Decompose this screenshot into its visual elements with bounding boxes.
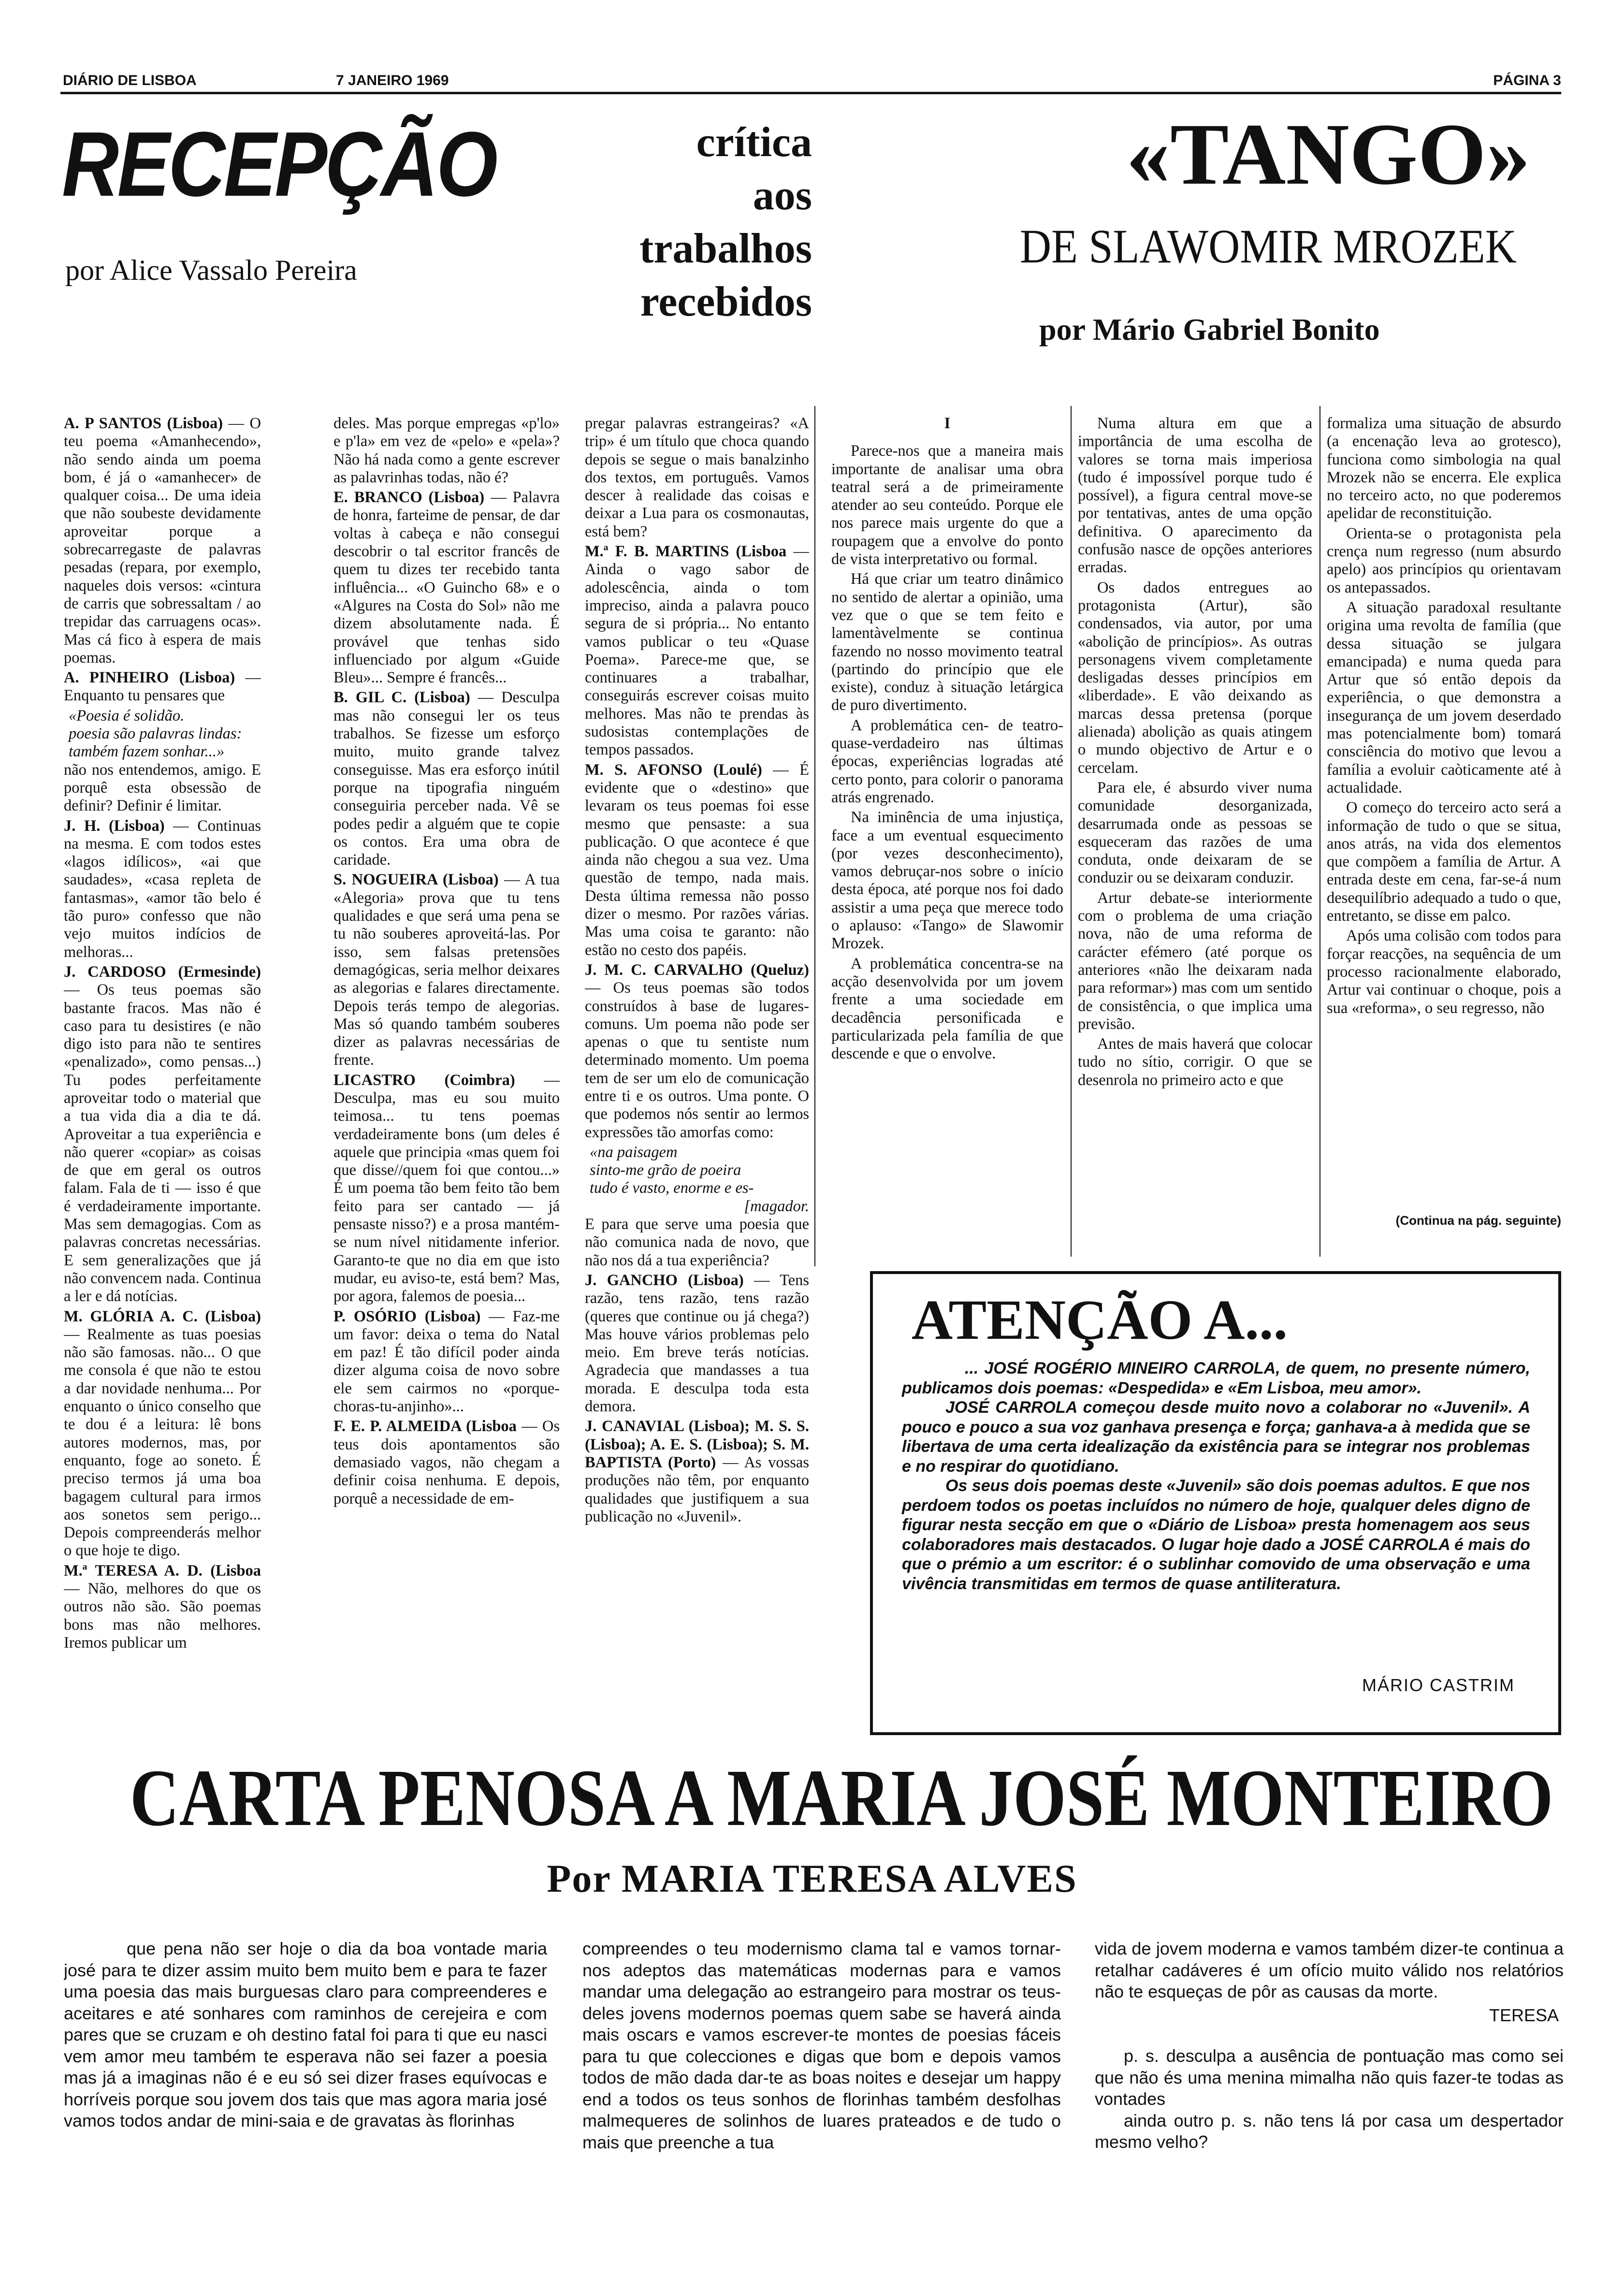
carta-postscript: ainda outro p. s. não tens lá por casa um despertador mesmo velho? bbox=[1095, 2110, 1564, 2152]
critica-line: crítica bbox=[696, 119, 812, 166]
letter-text: — Desculpa mas não consegui ler os teus trabalhos. Se fizesse um esforço muito, muito grande talvez conseguisse. Mas era esforço inútil porque na tipografia ninguém conseguiria perceber nada. Vê se podes pedir a alguém que te copie os contos. Era uma obra de caridade. bbox=[334, 689, 560, 869]
letter-entry bbox=[334, 489, 560, 687]
atencao-box bbox=[870, 1271, 1561, 1735]
letter-entry bbox=[585, 961, 809, 1142]
letter-entry bbox=[585, 1418, 809, 1526]
article-paragraph: A situação paradoxal resultante origina uma revolta de família (que dessa situação se julgara emancipada) e numa queda para Artur que só então depois da experiência, o que demonstra a insegurança de um jovem deserdado mas potencialmente bom) tomará consciência do motivo que levou a família a evoluir caòticamente até à actualidade. bbox=[1327, 598, 1561, 797]
letter-entry bbox=[64, 817, 261, 961]
letter-recipient: B. GIL C. (Lisboa) bbox=[334, 689, 470, 707]
letter-recipient: P. OSÓRIO (Lisboa) bbox=[334, 1307, 481, 1325]
article-paragraph: A problemática cen- de teatro-quase-verdadeiro nas últimas épocas, experiências logradas até certo ponto, para colorir o panorama atrás engrenado. bbox=[831, 716, 1063, 806]
letter-entry bbox=[334, 871, 560, 1069]
letter-entry bbox=[64, 415, 261, 667]
letter-entry bbox=[64, 963, 261, 1306]
carta-paragraph: vida de jovem moderna e vamos também dizer-te continua a retalhar cadáveres é um ofício muito válido nos relatórios não te esqueças de pôr as causas da morte. bbox=[1095, 1939, 1564, 2001]
section-number: I bbox=[944, 415, 951, 432]
atencao-signature: MÁRIO CASTRIM bbox=[1362, 1675, 1515, 1695]
letter-recipient: J. H. (Lisboa) bbox=[64, 817, 165, 835]
letter-recipient: J. CARDOSO (Ermesinde) bbox=[64, 963, 261, 981]
poem-line: sinto-me grão de poeira bbox=[590, 1161, 741, 1179]
quoted-poem bbox=[590, 1144, 809, 1216]
poem-line: «Poesia é solidão. bbox=[69, 707, 185, 724]
letter-entry bbox=[334, 689, 560, 869]
letter-text: — O teu poema «Amanhecendo», não sendo ainda um poema bom, é já o «amanhecer» de qualquer coisa... De uma ideia que não soubeste devidamente aproveitar porque a sobrecarregaste de palavras pesadas (repara, por exemplo, naqueles dois versos: «cintura de carris que sobressaltam / ao trepidar das carruagens ocas». Mas cá fico à espera de mais poemas. bbox=[64, 415, 261, 666]
column-rule bbox=[1071, 406, 1072, 1257]
article-paragraph: O começo do terceiro acto será a informação de tudo o que se situa, anos atrás, na vida dos elementos que compõem a família de Artur. A entrada deste em cena, far-se-á num desequilíbrio adequado a tudo o que, entretanto, se disse em palco. bbox=[1327, 799, 1561, 925]
letter-text: — Tens razão, tens razão, tens razão (queres que continue ou já chega?) Mas houve vários problemas pelo meio. Em breve terás notícias. Agradecia que mandasses a tua morada. E desculpa toda esta demora. bbox=[585, 1271, 809, 1416]
issue-date: 7 JANEIRO 1969 bbox=[336, 72, 449, 88]
letter-text: — Os teus dois apontamentos são demasiado vagos, não chegam a definir coisa nenhuma. E depois, porquê a necessidade de em- bbox=[334, 1418, 560, 1507]
carta-column-1: que pena não ser hoje o dia da boa vontade maria josé para te dizer assim muito bem muito bem e para te fazer uma poesia das mais burguesas claro para compreenderes e aceitares e até sonhares com raminhos de cerejeira e com pares que se cruzam e oh destino fatal foi para ti que eu nasci vem amor meu também te esperava não sei fazer a poesia mas já a imaginas não é e eu só sei dizer frases equívocas e horríveis porque sou jovem dos tais que mas agora maria josé vamos todos andar de mini-saia e de gravatas às florinhas bbox=[64, 1939, 547, 2130]
letter-text: — Não, melhores do que os outros não são. São poemas bons mas não melhores. Iremos publicar um bbox=[64, 1580, 261, 1652]
article-paragraph: Para ele, é absurdo viver numa comunidade desorganizada, desarrumada onde as pessoas se esqueceram das razões de uma conduta, onde deixaram de se conduzir ou se deixaram conduzir. bbox=[1078, 779, 1312, 887]
tango-title: «TANGO» bbox=[1126, 106, 1530, 203]
tango-subtitle: DE SLAWOMIR MROZEK bbox=[1020, 219, 1517, 273]
letter-text: — Os teus poemas são todos construídos à base de lugares-comuns. Um poema não pode ser apenas o que tu sentiste num determinado momento. Um poema tem de ser um elo de comunicação entre ti e os outros. Uma ponte. O que podemos nós sentir ao lermos expressões tão amorfas como: bbox=[585, 979, 809, 1141]
article-paragraph: formaliza uma situação de absurdo (a encenação leva ao grotesco), funciona como simbologia na qual Mrozek não se encerra. Ele explica no terceiro acto, no que poderemos apelidar de reconstituição. bbox=[1327, 415, 1561, 522]
letter-recipient: J. M. C. CARVALHO (Queluz) bbox=[585, 961, 809, 979]
letter-recipient: E. BRANCO (Lisboa) bbox=[334, 489, 485, 507]
letter-entry bbox=[64, 1308, 261, 1560]
letter-text: — Realmente as tuas poesias não são famosas. não... O que me consola é que não te estou a dar novidade nenhuma... Por enquanto o único conselho que te dou é a leitura: lê bons autores modernos, mas, por enquanto, foge ao soneto. É preciso termos já uma boa bagagem cultural para irmos aos sonetos sem perigo... Depois compreenderás melhor o que hoje te digo. bbox=[64, 1325, 261, 1560]
letter-entry bbox=[585, 1272, 809, 1416]
letter-text: deles. Mas porque empregas «p'lo» e p'la» em vez de «pelo» e «pela»? Não há nada como a gente escrever as palavrinhas todas, não é? bbox=[334, 415, 560, 486]
letter-recipient: F. E. P. ALMEIDA (Lisboa bbox=[334, 1418, 517, 1435]
letter-recipient: A. PINHEIRO (Lisboa) bbox=[64, 669, 235, 687]
letter-recipient: J. CANAVIAL (Lisboa); M. S. S. (Lisboa); A. E. S. (Lisboa); S. M. BAPTISTA (Porto) bbox=[585, 1418, 809, 1471]
letter-text: não nos entendemos, amigo. E porquê esta obsessão de definir? Definir é limitar. bbox=[64, 761, 261, 815]
recepcao-title: RECEPÇÃO bbox=[62, 113, 496, 216]
tango-column-2 bbox=[1078, 415, 1312, 1265]
article-paragraph: Orienta-se o protagonista pela crença num regresso (num absurdo apelo) aos princípios qu orientavam os antepassados. bbox=[1327, 524, 1561, 596]
letters-column-3 bbox=[585, 415, 809, 1734]
letter-text: — Enquanto tu pensares que bbox=[64, 669, 261, 705]
poem-line: poesia são palavras lindas: bbox=[69, 725, 242, 743]
poem-line: também fazem sonhar...» bbox=[69, 743, 225, 761]
carta-column-2: compreendes o teu modernismo clama tal e vamos tornar-nos adeptos das matemáticas modernas para e vamos mandar uma delegação ao estrangeiro para mostrar os teus-deles jovens modernos poemas quem sabe se haverá ainda mais oscars e vamos escrever-te montes de poesias fáceis para tu que colecciones e digas que bom e depois vamos todos de mão dada dar-te as boas noites e desejar um happy end a todos os teus sonhos de florinhas também desfolhas malmequeres de solinhos de luares prateados e de tudo o mais que preenche a tua bbox=[582, 1939, 1061, 2152]
atencao-paragraph: ... JOSÉ ROGÉRIO MINEIRO CARROLA, de quem, no presente número, publicamos dois poemas: «Despedida» e «Em Lisboa, meu amor». bbox=[902, 1359, 1530, 1397]
tango-byline: por Mário Gabriel Bonito bbox=[1039, 312, 1380, 347]
tango-column-1 bbox=[831, 415, 1063, 1265]
letter-text: — Palavra de honra, farteime de pensar, de dar voltas à cabeça e não consegui descobrir o tal escritor francês de quem tu dizes ter recebido tanta influência... «O Guincho 68» e o «Algures na Costa do Sol» não me dizem absolutamente nada. É provável que tenhas sido influenciado por algum «Guide Bleu»... Sempre é francês... bbox=[334, 489, 560, 687]
letter-recipient: LICASTRO (Coimbra) bbox=[334, 1071, 515, 1089]
article-paragraph: Há que criar um teatro dinâmico no sentido de alertar a opinião, uma vez que o que se tem feito e lamentàvelmente se continua fazendo no nosso movimento teatral (partindo do princípio que ele existe), conduz à situação letárgica de puro divertimento. bbox=[831, 570, 1063, 714]
letter-recipient: S. NOGUEIRA (Lisboa) bbox=[334, 871, 499, 889]
recepcao-byline: por Alice Vassalo Pereira bbox=[65, 254, 357, 286]
letter-text: — Desculpa, mas eu sou muito teimosa... tu tens poemas verdadeiramente bons (um deles é aquele que principia «mas quem foi que disse//quem foi que contou...» É um poema tão bem feito tão bem feito para ser cantado — já pensaste nisso?) e a prosa mantém-se num nível nitidamente inferior. Garanto-te que no dia em que isto mudar, eu aviso-te, está bem? Mas, por agora, falemos de poesia... bbox=[334, 1071, 560, 1305]
poem-line: [magador. bbox=[744, 1197, 809, 1215]
letter-recipient: M.ª TERESA A. D. (Lisboa bbox=[64, 1562, 261, 1579]
continued-note: (Continua na pág. seguinte) bbox=[1395, 1213, 1561, 1228]
carta-title: CARTA PENOSA A MARIA JOSÉ MONTEIRO bbox=[130, 1753, 1553, 1843]
letter-recipient: M.ª F. B. MARTINS (Lisboa bbox=[585, 543, 787, 561]
letter-text: — A tua «Alegoria» prova que tu tens qualidades e que será uma pena se tu não souberes aproveitá-las. Por isso, sem falsas pretensões demagógicas, seria melhor deixares as alegorias e falares directamente. Depois terás tempo de alegorias. Mas só quando também souberes dizer as palavras necessárias de frente. bbox=[334, 871, 560, 1069]
article-paragraph: Artur debate-se interiormente com o problema de uma criação nova, não de uma reforma de carácter efémero (até porque os anteriores «não lhe deixaram nada para reformar») mas com um sentido de consistência, o que implica uma previsão. bbox=[1078, 889, 1312, 1033]
letter-text: E para que serve uma poesia que não comunica nada de novo, que não nos dá a tua experiência? bbox=[585, 1216, 809, 1269]
article-paragraph: Na iminência de uma injustiça, face a um eventual esquecimento (por vezes desconhecimento), vamos debruçar-nos sobre o início desta época, até porque nos foi dado assistir a uma peça que merece todo o aplauso: «Tango» de Slawomir Mrozek. bbox=[831, 809, 1063, 953]
letter-entry bbox=[585, 761, 809, 959]
letter-recipient: J. GANCHO (Lisboa) bbox=[585, 1271, 744, 1289]
letter-text: — Ainda o vago sabor de adolescência, ainda o tom impreciso, ainda a palavra pouco segura de si própria... No entanto vamos publicar o teu «Quase Poema». Parece-me que, se continuares a trabalhar, conseguirás escrever coisas muito melhores. Mas não te prendas às sudosistas contemplações de tempos passados. bbox=[585, 543, 809, 759]
newspaper-name: DIÁRIO DE LISBOA bbox=[63, 72, 197, 88]
carta-postscript: p. s. desculpa a ausência de pontuação mas como sei que não és uma menina mimalha não quis fazer-te todas as vontades bbox=[1095, 2046, 1564, 2109]
letter-text: — Continuas na mesma. E com todos estes «lagos idílicos», «ai que saudades», «casa repleta de fantasmas», «amor tão belo é tão puro» confesso que não vejo muitos indícios de melhoras... bbox=[64, 817, 261, 961]
article-paragraph: Antes de mais haverá que colocar tudo no sítio, corrigir. O que se desenrola no primeiro acto e que bbox=[1078, 1035, 1312, 1089]
quoted-poem bbox=[69, 707, 261, 761]
article-paragraph: Parece-nos que a maneira mais importante de analisar uma obra teatral será a de primeiramente atender ao seu conteúdo. Porque ele nos parece mais urgente do que a roupagem que a envolve do ponto de vista interpretativo ou formal. bbox=[831, 442, 1063, 568]
letter-entry bbox=[334, 1072, 560, 1306]
article-paragraph: A problemática concentra-se na acção desenvolvida por um jovem frente a uma sociedade em decadência personificada e particularizada pela família de que descende e que o envolve. bbox=[831, 955, 1063, 1063]
article-paragraph: Após uma colisão com todos para forçar reacções, na sequência de um processo racionalmente elaborado, Artur vai continuar o choque, pois a sua «reforma», o seu regresso, não bbox=[1327, 927, 1561, 1017]
letter-entry bbox=[334, 1308, 560, 1416]
poem-line: tudo é vasto, enorme e es- bbox=[590, 1179, 754, 1197]
letter-recipient: M. S. AFONSO (Loulé) bbox=[585, 761, 762, 779]
page-number: PÁGINA 3 bbox=[1493, 72, 1561, 88]
letter-entry bbox=[64, 669, 261, 705]
critica-line: trabalhos bbox=[639, 225, 812, 272]
header-rule bbox=[60, 92, 1561, 94]
poem-line: «na paisagem bbox=[590, 1143, 678, 1161]
letter-text: — É evidente que o «destino» que levaram os teus poemas foi esse mesmo que pensaste: a sua publicação. O que acontece é que ainda não chegou a sua vez. Uma questão de tempo, nada mais. Desta última remessa não posso dizer o mesmo. Por razões várias. Mas uma coisa te garanto: não estão no cesto dos papéis. bbox=[585, 761, 809, 959]
tango-column-3 bbox=[1327, 415, 1561, 1207]
atencao-paragraph: Os seus dois poemas deste «Juvenil» são dois poemas adultos. E que nos perdoem todos os poetas incluídos no número de hoje, qualquer deles digno de figurar nesta secção em que o «Diário de Lisboa» presta homenagem aos seus colaboradores mais destacados. O lugar hoje dado a JOSÉ CARROLA é mais do que o prémio a um escritor: é o sublinhar comovido de uma observação e uma vivência transmitidas em termos de quase antiliteratura. bbox=[902, 1477, 1530, 1593]
critica-heading bbox=[575, 116, 812, 329]
letter-entry bbox=[64, 1562, 261, 1652]
atencao-paragraph: JOSÉ CARROLA começou desde muito novo a colaborar no «Juvenil». A pouco e pouco a sua voz ganhava presença e força; ganhava-a à medida que se libertava de uma certa idealização da existência para se integrar nos problemas e no respirar do quotidiano. bbox=[902, 1398, 1530, 1476]
letter-recipient: M. GLÓRIA A. C. (Lisboa) bbox=[64, 1307, 261, 1325]
carta-byline: Por MARIA TERESA ALVES bbox=[547, 1856, 1077, 1900]
atencao-title: ATENÇÃO A... bbox=[912, 1288, 1288, 1351]
article-paragraph: Os dados entregues ao protagonista (Artur), são condensados, via autor, por uma «abolição de princípios». As outras personagens vivem completamente desligadas desses princípios em «liberdade». E vão deixando as marcas dessa pretensa (porque alienada) abolição as quais atingem o mundo objectivo de Artur e o cercelam. bbox=[1078, 579, 1312, 777]
letter-entry bbox=[585, 543, 809, 759]
carta-signature: TERESA bbox=[1489, 2005, 1559, 2025]
letter-recipient: A. P SANTOS (Lisboa) bbox=[64, 415, 223, 432]
article-paragraph: Numa altura em que a importância de uma escolha de valores se torna mais imperiosa (tudo é impossível porque tudo é possível), a figura central move-se por tentativas, antes de uma opção definitiva. O aparecimento da confusão nasce de opções anteriores erradas. bbox=[1078, 415, 1312, 577]
letters-column-1 bbox=[64, 415, 261, 1734]
letters-column-2 bbox=[334, 415, 560, 1734]
critica-line: aos bbox=[753, 172, 812, 219]
atencao-body bbox=[902, 1359, 1530, 1594]
letter-text: — Os teus poemas são bastante fracos. Mas não é caso para tu desistires (e não digo isto para não te sentires «penalizado», como pensas...) Tu podes perfeitamente aproveitar todo o material que a tua vida dia a dia te dá. Aproveitar a tua experiência e não querer «copiar» as coisas de que em geral os outros falam. Fala de ti — isso é que é verdadeiramente importante. Mas sem demagogias. Com as palavras concretas necessárias. E sem generalizações que já não convencem nada. Continua a ler e dá notícias. bbox=[64, 981, 261, 1305]
column-rule bbox=[814, 406, 815, 1266]
letter-text: — As vossas produções não têm, por enquanto qualidades que justifiquem a sua publicação no «Juvenil». bbox=[585, 1453, 809, 1525]
critica-line: recebidos bbox=[640, 278, 812, 325]
letter-entry bbox=[334, 1418, 560, 1507]
letter-text: pregar palavras estrangeiras? «A trip» é um título que choca quando depois se segue o mais banalzinho dos textos, em português. Vamos descer à realidade das coisas e deixar a Lua para os cosmonautas, está bem? bbox=[585, 415, 809, 540]
letter-text: — Faz-me um favor: deixa o tema do Natal em paz! É tão difícil poder ainda dizer alguma coisa de novo sobre ele sem cairmos no «porque-choras-tu-anjinho»... bbox=[334, 1307, 560, 1416]
carta-column-3 bbox=[1095, 1938, 1564, 2238]
